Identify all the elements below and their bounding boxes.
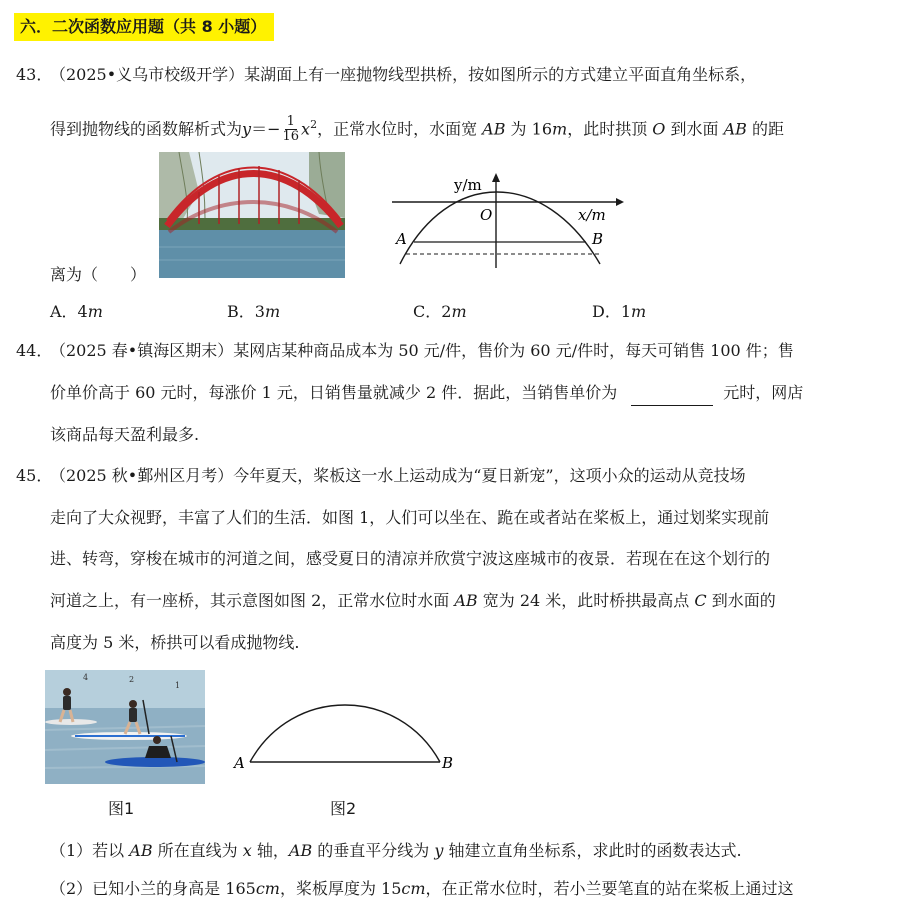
sub1-text-d: 的垂直平分线为 (312, 841, 435, 860)
arch-diagram-fig2 (228, 700, 460, 780)
q43-number: 43． (16, 65, 53, 84)
q43-text-2e: 到水面 (665, 119, 724, 139)
sub2-text-c: ，在正常水位时，若小兰要笔直的站在桨板上通过这 (425, 879, 794, 898)
formula-exponent: 2 (310, 118, 318, 131)
option-a-unit: m (87, 302, 103, 321)
q43-text-2b: ，正常水位时，水面宽 (317, 119, 483, 139)
q44-text-2a: 价单价高于 60 元时，每涨价 1 元，日销售量就减少 2 件．据此，当销售单价为 (50, 383, 618, 402)
q45-line1 (16, 463, 746, 489)
option-b-label: B．3 (227, 302, 265, 321)
q44-text-2b: 元时，网店 (723, 383, 804, 402)
fraction-denominator: 16 (282, 129, 300, 145)
q45-c: C (694, 591, 707, 610)
photo-number-1: 1 (175, 681, 181, 690)
q43-text-1: 某湖面上有一座抛物线型拱桥，按如图所示的方式建立平面直角坐标系， (244, 65, 757, 84)
q43-line2 (50, 112, 784, 144)
q45-text-1: （2025 秋•鄞州区月考）今年夏天，桨板这一水上运动成为“夏日新宠”，这项小众的运动从竞技场 (50, 466, 746, 485)
q43-line1 (16, 62, 756, 88)
q43-source: （2025•义乌市校级开学） (50, 65, 245, 84)
sub1-y: y (434, 841, 444, 860)
sub2-text-b: ，桨板厚度为 15 (279, 879, 402, 898)
sub2-unit-2: cm (401, 879, 426, 898)
sub1-text-e: 轴建立直角坐标系，求此时的函数表达式. (443, 841, 742, 860)
sub1-text-a: （1）若以 (50, 841, 130, 860)
photo-number-2: 2 (129, 675, 135, 684)
point-b-label: B (592, 230, 604, 248)
q45-line3: 进、转弯，穿梭在城市的河道之间，感受夏日的清凉并欣赏宁波这座城市的夜景．若现在在这个划行的 (50, 549, 771, 568)
q44-line1 (16, 338, 794, 364)
fig2-point-b: B (442, 754, 454, 772)
sub2-text-a: （2）已知小兰的身高是 165 (50, 879, 256, 898)
sub2-unit-1: cm (255, 879, 280, 898)
origin-label: O (480, 206, 493, 224)
q43-text-2a: 得到抛物线的函数解析式为 (50, 119, 243, 139)
q43-unit: m (552, 119, 568, 139)
q44-line3: 该商品每天盈利最多. (50, 425, 200, 444)
q44-line2 (50, 380, 803, 406)
option-d-label: D．1 (592, 302, 632, 321)
q43-text-2d: ，此时拱顶 (567, 119, 653, 139)
sub1-text-c: 轴， (251, 841, 289, 860)
q45-ab: AB (454, 591, 478, 610)
point-a-label: A (396, 230, 407, 248)
option-c-unit: m (451, 302, 467, 321)
q45-line5: 高度为 5 米，桥拱可以看成抛物线. (50, 633, 300, 652)
fig2-caption: 图2 (330, 799, 357, 818)
formula-x: x (301, 119, 311, 139)
q45-text-4b: 宽为 24 米，此时桥拱最高点 (477, 591, 695, 610)
formula-eq: ＝− (251, 119, 281, 139)
q43-ab: AB (482, 119, 506, 139)
y-axis-arrow-icon (492, 173, 500, 182)
x-axis-label: x/m (578, 206, 606, 224)
q43-o: O (652, 119, 666, 139)
q45-text-4d: 到水面的 (706, 591, 776, 610)
fraction-numerator: 1 (286, 114, 295, 130)
option-d-unit: m (631, 302, 647, 321)
q43-text-2f: 的距 (746, 119, 784, 139)
q43-option-b[interactable] (227, 300, 280, 324)
formula-fraction (282, 115, 299, 144)
q45-line2: 走向了大众视野，丰富了人们的生活．如图 1，人们可以坐在、跪在或者站在桨板上，通过划桨实现前 (50, 508, 770, 527)
q45-sub2 (50, 876, 794, 902)
q45-number: 45． (16, 466, 53, 485)
q43-text-2c: 为 16 (505, 119, 553, 139)
fig2-point-a: A (234, 754, 245, 772)
arch-bridge-photo (159, 152, 345, 278)
parabola-curve (400, 192, 600, 264)
parabola-diagram-q43 (388, 168, 628, 272)
formula-y: y (242, 119, 252, 139)
option-b-unit: m (264, 302, 281, 321)
q45-sub1 (50, 838, 742, 864)
photo-number-4: 4 (83, 673, 89, 682)
q43-option-c[interactable] (413, 300, 467, 324)
q43-line3: 离为（ ） (50, 265, 147, 284)
option-a-label: A．4 (50, 302, 88, 321)
y-axis-label: y/m (454, 176, 482, 194)
q44-text-1: （2025 春•镇海区期末）某网店某种商品成本为 50 元/件，售价为 60 元/件时，每天可销售 100 件；售 (50, 341, 794, 360)
arch-curve (250, 705, 440, 762)
sub1-ab-2: AB (288, 841, 313, 860)
sub1-text-b: 所在直线为 (152, 841, 243, 860)
option-c-label: C．2 (413, 302, 452, 321)
q43-option-d[interactable] (592, 300, 646, 324)
q45-text-4a: 河道之上，有一座桥，其示意图如图 2，正常水位时水面 (50, 591, 455, 610)
x-axis-arrow-icon (616, 198, 624, 206)
fig1-caption: 图1 (108, 799, 135, 818)
sub1-x: x (242, 841, 252, 860)
q44-number: 44． (16, 341, 53, 360)
q45-line4 (50, 588, 776, 614)
q43-ab-2: AB (723, 119, 747, 139)
q43-option-a[interactable] (50, 300, 103, 324)
paddleboard-photo (45, 670, 205, 784)
sub1-ab: AB (129, 841, 153, 860)
section-title: 六．二次函数应用题（共 8 小题） (14, 13, 274, 41)
answer-blank[interactable] (631, 387, 713, 406)
